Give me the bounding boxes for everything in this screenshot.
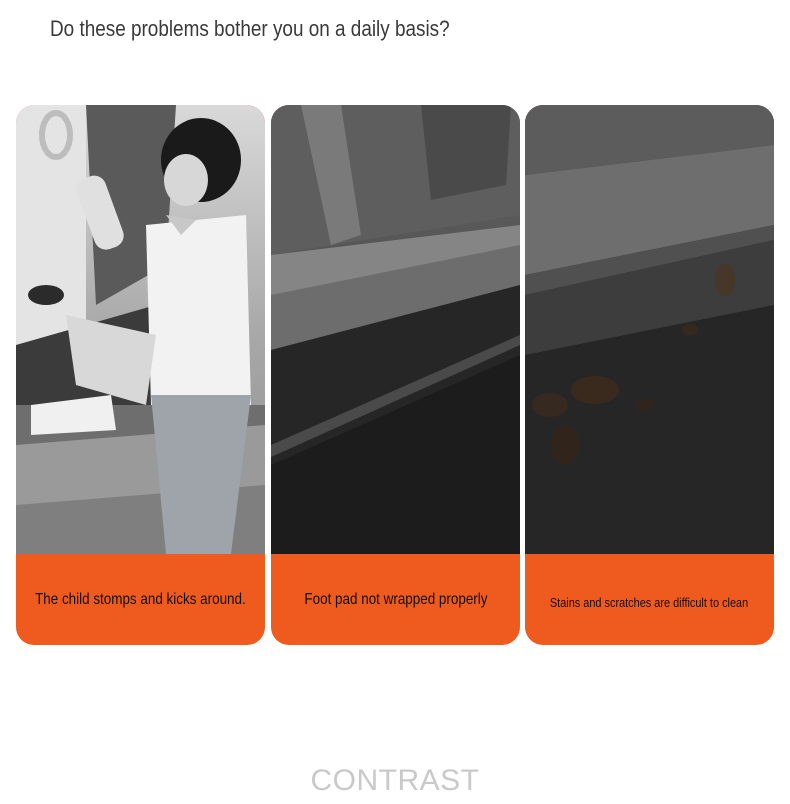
caption-stains: Stains and scratches are difficult to clean (550, 595, 749, 610)
caption-foot-pad: Foot pad not wrapped properly (303, 590, 488, 608)
contrast-label: CONTRAST (310, 764, 480, 797)
page-headline: Do these problems bother you on a daily basis? (50, 16, 450, 41)
problem-card-foot-pad (271, 105, 520, 645)
child-stepping-into-car-photo (16, 105, 265, 554)
caption-child-stomping: The child stomps and kicks around. (35, 590, 246, 608)
problem-card-stains (525, 105, 774, 645)
problem-card-child-stomping (16, 105, 265, 645)
rear-seat-unwrapped-floor-photo (271, 105, 520, 554)
stained-car-carpet-photo (525, 105, 774, 554)
